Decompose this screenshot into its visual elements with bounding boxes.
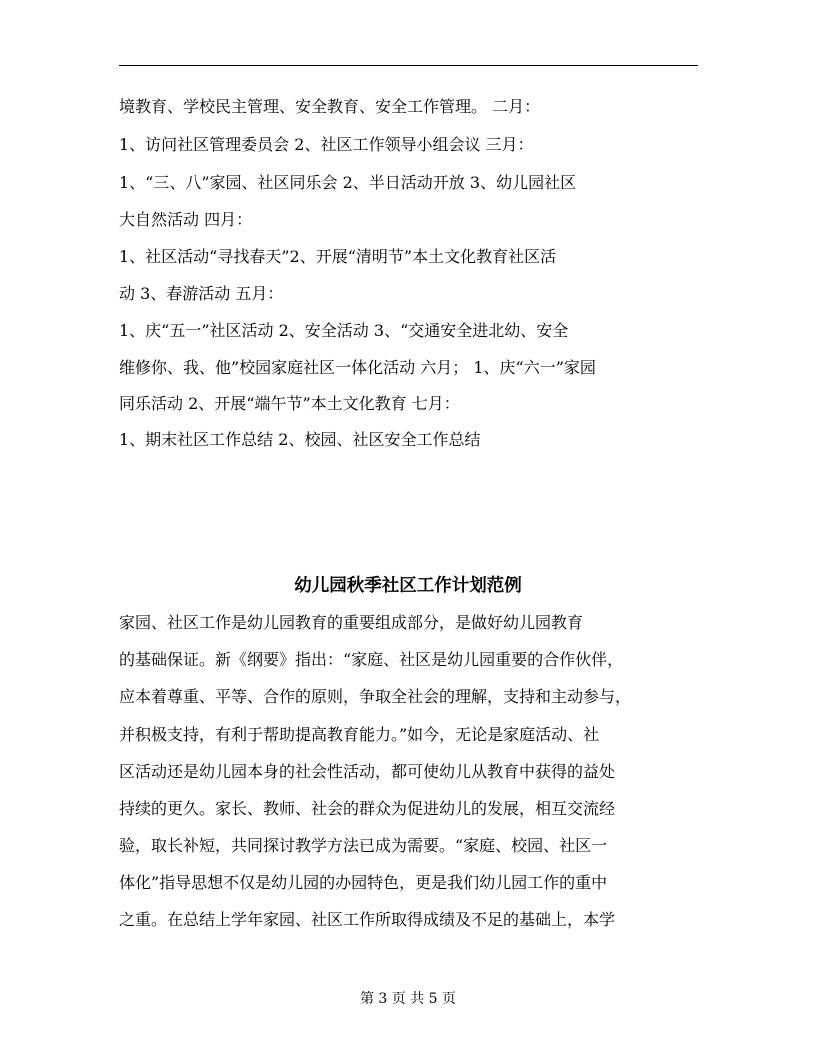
- text-line: 动 3、春游活动 五月：: [119, 284, 284, 303]
- text-line: 大自然活动 四月：: [119, 210, 253, 229]
- text-line: 持续的更久。家长、教师、社会的群众为促进幼儿的发展，相互交流经: [119, 799, 616, 818]
- text-line: 体化”指导思想不仅是幼儿园的办园特色，更是我们幼儿园工作的重中: [119, 873, 608, 892]
- text-line: 境教育、学校民主管理、安全教育、安全工作管理。 二月：: [119, 97, 541, 116]
- text-line: 维修你、我、他”校园家庭社区一体化活动 六月； 1、庆“六一”家园: [119, 358, 596, 377]
- text-line: 的基础保证。新《纲要》指出：“家庭、社区是幼儿园重要的合作伙伴，: [119, 650, 624, 669]
- text-line: 应本着尊重、平等、合作的原则，争取全社会的理解，支持和主动参与，: [119, 687, 632, 706]
- text-line: 并积极支持，有利于帮助提高教育能力。”如今，无论是家庭活动、社: [119, 725, 600, 744]
- text-line: 家园、社区工作是幼儿园教育的重要组成部分，是做好幼儿园教育: [119, 613, 584, 632]
- text-line: 1、社区活动“寻找春天”2、开展“清明节”本土文化教育社区活: [119, 247, 557, 266]
- text-line: 1、期末社区工作总结 2、校园、社区安全工作总结: [119, 430, 481, 449]
- article-title: 幼儿园秋季社区工作计划范例: [294, 576, 522, 596]
- text-line: 1、庆“五一”社区活动 2、安全活动 3、“交通安全进北幼、安全: [119, 321, 569, 340]
- text-line: 同乐活动 2、开展“端午节”本土文化教育 七月：: [119, 394, 460, 413]
- text-line: 之重。在总结上学年家园、社区工作所取得成绩及不足的基础上，本学: [119, 910, 616, 929]
- page-number: 第 3 页 共 5 页: [359, 991, 457, 1007]
- text-line: 区活动还是幼儿园本身的社会性活动，都可使幼儿从教育中获得的益处: [119, 762, 616, 781]
- text-line: 验，取长补短，共同探讨教学方法已成为需要。“家庭、校园、社区一: [119, 836, 608, 855]
- text-line: 1、访问社区管理委员会 2、社区工作领导小组会议 三月：: [119, 135, 534, 154]
- text-line: 1、“三、八”家园、社区同乐会 2、半日活动开放 3、幼儿园社区: [119, 173, 577, 192]
- header-rule: [119, 65, 698, 66]
